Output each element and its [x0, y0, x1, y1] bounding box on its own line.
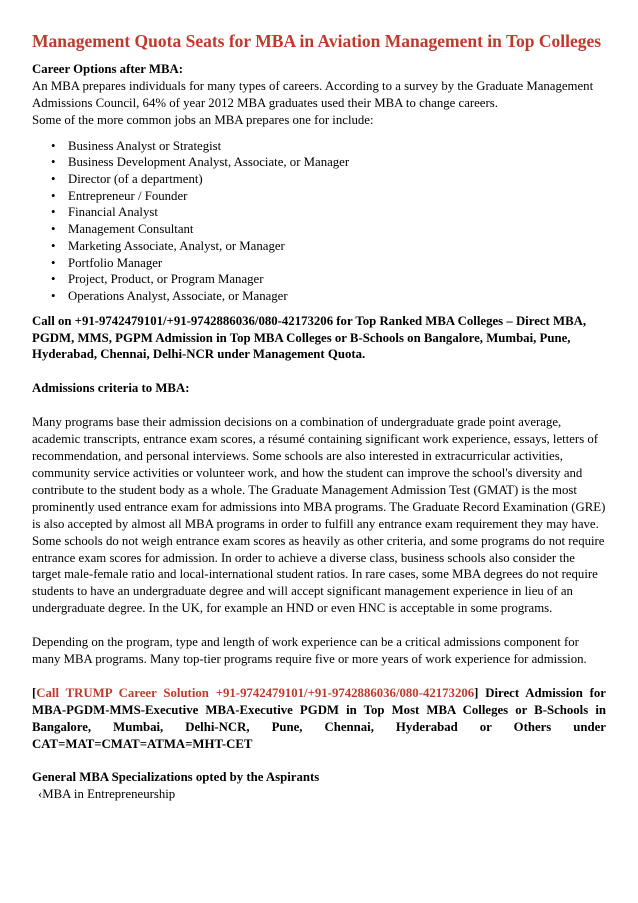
specialization-label: MBA in Entrepreneurship [42, 786, 176, 801]
bullet-icon: • [51, 172, 56, 187]
chevron-bullet-icon: ‹ [38, 786, 43, 801]
career-intro: An MBA prepares individuals for many types of careers. According to a survey by the Graduate Management Admissions Council, 64% of year 2012 MBA graduates used their MBA to change careers. [32, 78, 594, 110]
bullet-icon: • [51, 255, 56, 270]
list-item: • Project, Product, or Program Manager [51, 272, 264, 287]
career-lead: Some of the more common jobs an MBA prepares one for include: [32, 112, 374, 127]
admission-offer-text: Direct Admission for MBA-PGDM-MMS-Executive MBA-Executive PGDM in Top Most MBA Colleges or B-Schools in Bangalore, Mumbai, Delhi-NCR, Pune, Chennai, Hyderabad or Others under CAT=MAT=CMAT=ATMA=MHT-CET [32, 685, 606, 751]
page-title: Management Quota Seats for MBA in Aviation Management in Top Colleges [32, 31, 602, 51]
bullet-icon: • [51, 288, 56, 303]
call-to-action-2 [32, 685, 606, 753]
trump-call-text: Call TRUMP Career Solution +91-9742479101/+91-9742886036/080-42173206 [36, 685, 475, 700]
jobs-list [32, 138, 606, 305]
specializations-heading: General MBA Specializations opted by the Aspirants [32, 769, 320, 784]
admissions-heading: Admissions criteria to MBA: [32, 381, 190, 396]
bullet-icon: • [51, 155, 56, 170]
list-item: • Operations Analyst, Associate, or Manager [51, 288, 288, 303]
list-item: • Marketing Associate, Analyst, or Manager [51, 238, 285, 253]
bullet-icon: • [51, 188, 56, 203]
bullet-icon: • [51, 238, 56, 253]
call-to-action-1: Call on +91-9742479101/+91-9742886036/080-42173206 for Top Ranked MBA Colleges – Direct MBA, PGDM, MMS, PGPM Admission in Top MBA Colleges or B-Schools on Bangalore, Mumbai, Pune, Hyderabad, Chennai, Delhi-NCR under Management Quota. [32, 313, 587, 362]
list-item: • Portfolio Manager [51, 255, 163, 270]
list-item: • Entrepreneur / Founder [51, 188, 188, 203]
bullet-icon: • [51, 138, 56, 153]
list-item [32, 786, 606, 803]
list-item: • Director (of a department) [51, 172, 203, 187]
bullet-icon: • [51, 272, 56, 287]
close-bracket: ] [474, 685, 479, 700]
list-item: • Business Development Analyst, Associate, or Manager [51, 155, 350, 170]
admissions-body: Many programs base their admission decisions on a combination of undergraduate grade point average, academic transcripts, entrance exam scores, a résumé containing significant work experience, essays, letters of recommendation, and personal interviews. Some schools are also interested in extracurricular activities, community service activities or volunteer work, and how the student can improve the school's diversity and contribute to the student body as a whole. The Graduate Management Admission Test (GMAT) is the most prominently used entrance exam for admissions into MBA programs. The Graduate Record Examination (GRE) is also accepted by almost all MBA programs in order to fulfill any entrance exam requirement they may have. Some schools do not weigh entrance exam scores as heavily as other criteria, and some programs do not require entrance exam scores for admission. In order to achieve a diverse class, business schools also consider the target male-female ratio and local-international student ratios. In rare cases, some MBA degrees do not require students to have an undergraduate degree and will accept significant management experience in lieu of an undergraduate degree. In the UK, for example an HND or even HNC is acceptable in some programs. [32, 415, 606, 616]
career-heading: Career Options after MBA: [32, 62, 184, 76]
open-bracket: [ [32, 685, 37, 700]
work-experience-paragraph: Depending on the program, type and length of work experience can be a critical admissions component for many MBA programs. Many top-tier programs require five or more years of work experience for admission. [32, 635, 587, 667]
bullet-icon: • [51, 222, 56, 237]
list-item: • Financial Analyst [51, 205, 158, 220]
list-item: • Management Consultant [51, 222, 194, 237]
list-item: • Business Analyst or Strategist [51, 138, 222, 153]
bullet-icon: • [51, 205, 56, 220]
